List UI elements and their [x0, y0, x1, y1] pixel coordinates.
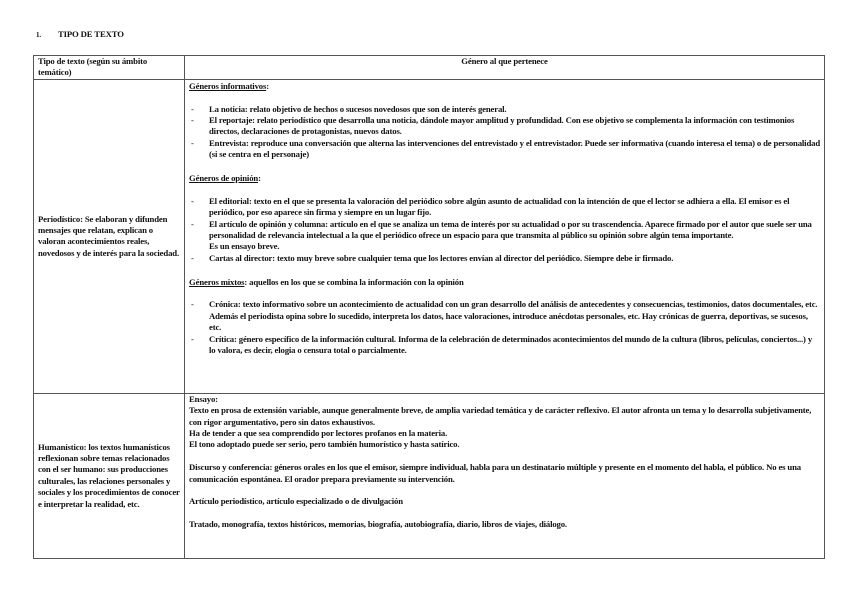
list-item: - Entrevista: reproduce una conversación que alterna las intervenciones del entrevistado y el entrevistador. Puede ser informativa (cuando interesa el tema) o de personalidad (si se centra en el personaje): [189, 138, 820, 161]
type-cell-periodistico: Periodístico: Se elaboran y difunden mensajes que relatan, explican o valoran acontecimientos reales, novedosos y de interés para la sociedad.: [34, 79, 185, 393]
section-suffix: : aquellos en los que se combina la información con la opinión: [244, 276, 464, 287]
list-item-text: El artículo de opinión y columna: artículo en el que se analiza un tema de interés por su actualidad o por su trascendencia. Aparece firmado por el autor que suele ser una personalidad de relevancia intelectual a la que el periódico ofrece un espacio para que transmita al público su opinión sobre algún tema importante.: [209, 218, 812, 241]
section-number: 1.: [36, 31, 41, 39]
articulo-text: Artículo periodístico, artículo especializado o de divulgación: [189, 496, 403, 507]
section-title: TIPO DE TEXTO: [58, 29, 124, 39]
ensayo-line: Ha de tender a que sea comprendido por lectores profanos en la materia.: [189, 428, 448, 439]
table-row: [34, 79, 825, 393]
list-item: - El reportaje: relato periodístico que desarrolla una noticia, dándole mayor amplitud y profundidad. Con ese objetivo se complementa la información con testimonios directos, declaraciones de protagonistas, nuevos datos.: [189, 115, 820, 138]
header-cell-type: Tipo de texto (según su ámbito temático): [34, 56, 185, 80]
section-informativos: [189, 81, 820, 161]
list-item: - Crítica: género específico de la información cultural. Informa de la celebración de determinados acontecimientos del mundo de la cultura (libros, películas, conciertos...) y lo valora, es decir, elogia o censura total o parcialmente.: [189, 334, 820, 357]
section-suffix: :: [258, 173, 261, 184]
ensayo-title: Ensayo:: [189, 393, 218, 404]
section-suffix: :: [266, 80, 269, 91]
list-item: - La noticia: relato objetivo de hechos o sucesos novedosos que son de interés general.: [189, 104, 820, 115]
genre-cell-humanistico: [185, 393, 825, 558]
discurso-text: Discurso y conferencia: géneros orales en los que el emisor, siempre individual, habla para un destinatario múltiple y presente en el momento del habla, el público. No es una comunicación espontánea. El orador prepara previamente su intervención.: [189, 462, 801, 484]
list-item: - El editorial: texto en el que se presenta la valoración del periódico sobre algún asunto de actualidad con la intención de que el lector se adhiera a ella. El emisor es el periódico, por eso aparece sin firma y siempre en un lugar fijo.: [189, 196, 820, 219]
tratado-text: Tratado, monografía, textos históricos, memorias, biografía, autobiografía, diario, libros de viajes, diálogo.: [189, 519, 567, 530]
text-types-table: [33, 55, 825, 559]
section-title: Géneros informativos: [189, 80, 267, 91]
section-mixtos: [189, 277, 820, 357]
ensayo-line: Texto en prosa de extensión variable, aunque generalmente breve, de amplia variedad temática y de carácter reflexivo. El autor afronta un tema y lo desarrolla subjetivamente, con rigor argumentativo, pero sin datos exhaustivos.: [189, 405, 812, 427]
list-item-note: Es un ensayo breve.: [209, 241, 280, 252]
genre-cell-periodistico: [185, 79, 825, 393]
table-header-row: [34, 56, 825, 80]
section-title: Géneros mixtos: [189, 276, 245, 287]
list-item: [189, 219, 820, 253]
header-cell-genre: Género al que pertenece: [185, 56, 825, 80]
list-item: - Crónica: texto informativo sobre un acontecimiento de actualidad con un gran desarrollo del análisis de antecedentes y consecuencias, testimonios, datos documentales, etc. Además el periodista opina sobre lo sucedido, interpreta los datos, hace valoraciones, introduce anécdotas personales, etc. Hay crónicas de guerra, deportivas, se sucesos, etc.: [189, 299, 820, 333]
section-opinion: [189, 173, 820, 264]
table-row: [34, 393, 825, 558]
list-item: - Cartas al director: texto muy breve sobre cualquier tema que los lectores envían al director del periódico. Siempre debe ir firmado.: [189, 253, 820, 264]
section-heading: [36, 29, 124, 41]
ensayo-line: El tono adoptado puede ser serio, pero también humorístico y hasta satírico.: [189, 439, 460, 450]
type-cell-humanistico: Humanístico: los textos humanísticos reflexionan sobre temas relacionados con el ser humano: sus producciones culturales, las relaciones personales y sociales y los procedimientos de conocer e interpretar la realidad, etc.: [34, 393, 185, 558]
section-title: Géneros de opinión: [189, 173, 259, 184]
